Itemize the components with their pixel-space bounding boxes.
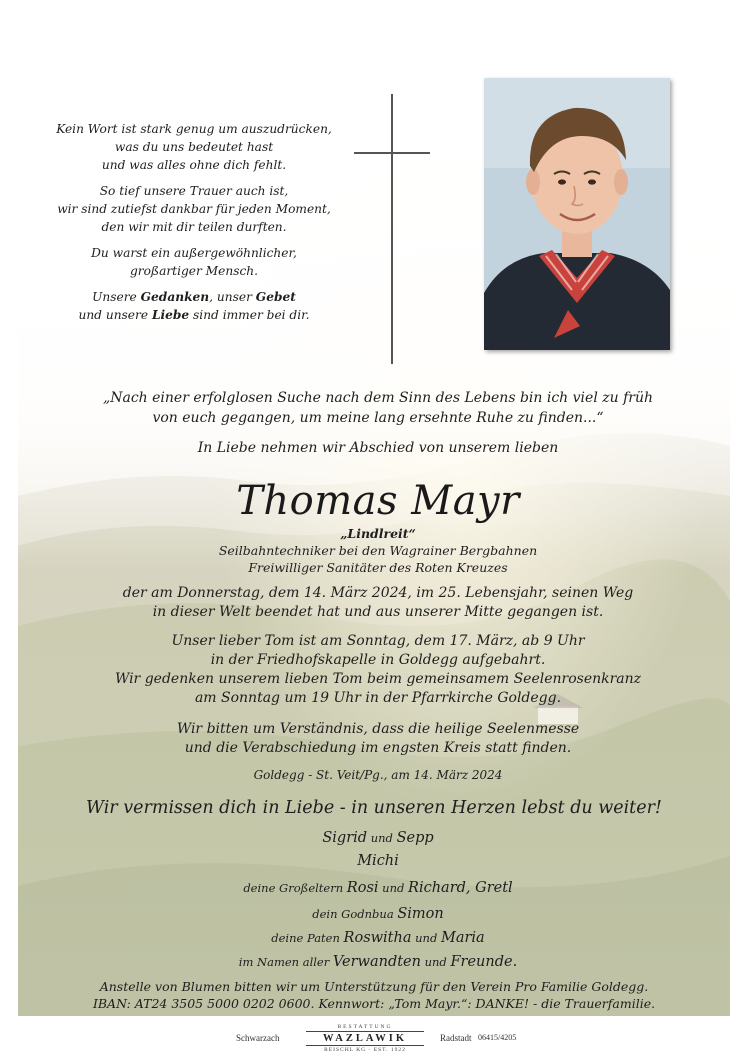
death-notice: der am Donnerstag, dem 14. März 2024, im 25. Lebensjahr, seinen Weg in dieser Welt beendet hat und aus unserer Mitte gegangen ist. xyxy=(122,585,634,620)
family-grandparents: deine Großeltern Rosi und Richard, Gretl xyxy=(243,880,513,896)
family-parents: Sigrid und Sepp xyxy=(322,830,434,846)
remembrance-motto: Wir vermissen dich in Liebe - in unseren Herzen lebst du weiter! xyxy=(86,798,662,818)
deceased-name: Thomas Mayr xyxy=(236,478,520,524)
poem-stanza-4: Unsere Gedanken, unser Gebet und unsere Liebe sind immer bei dir. xyxy=(78,290,310,322)
farewell-intro: In Liebe nehmen wir Abschied von unserem lieben xyxy=(197,440,559,456)
private-service-notice: Wir bitten um Verständnis, dass die heilige Seelenmesse und die Verabschiedung im engsten Kreis statt finden. xyxy=(176,721,580,756)
funeral-home-footer xyxy=(0,1020,750,1060)
portrait-photo xyxy=(484,78,670,350)
donation-note: Anstelle von Blumen bitten wir um Unterstützung für den Verein Pro Familie Goldegg. IBAN: AT24 3505 5000 0202 0600. Kennwort: „Tom Mayr.“: DANKE! - die Trauerfamilie. xyxy=(92,979,656,1011)
deceased-occupation: Seilbahntechniker bei den Wagrainer Bergbahnen Freiwilliger Sanitäter des Roten Kreuzes xyxy=(218,543,538,575)
deceased-nickname: „Lindlreit“ xyxy=(340,526,416,541)
family-godchild: dein Godnbua Simon xyxy=(312,906,444,922)
poem-stanza-2: So tief unsere Trauer auch ist, wir sind zutiefst dankbar für jeden Moment, den wir mit dir teilen durften. xyxy=(57,184,331,234)
place-date: Goldegg - St. Veit/Pg., am 14. März 2024 xyxy=(253,768,503,782)
footer-location-left: Schwarzach xyxy=(236,1033,280,1043)
footer-location-right: Radstadt xyxy=(440,1033,472,1043)
footer-phone: 06415/4205 xyxy=(478,1033,517,1042)
viewing-info: Unser lieber Tom ist am Sonntag, dem 17. März, ab 9 Uhr in der Friedhofskapelle in Goldegg aufgebahrt. Wir gedenken unserem lieben Tom beim gemeinsamem Seelenrosenkranz am Sonntag um 19 Uhr in der Pfarrkirche Goldegg. xyxy=(114,633,642,706)
cross-bar xyxy=(354,152,430,154)
family-godparents: deine Paten Roswitha und Maria xyxy=(271,930,485,946)
family-sibling: Michi xyxy=(357,853,399,869)
family-all: im Namen aller Verwandten und Freunde. xyxy=(238,954,518,970)
funeral-home-logo: BESTATTUNG WAZLAWIK REISCHL KG · EST. 1922 xyxy=(322,1024,408,1053)
farewell-quote: „Nach einer erfolglosen Suche nach dem Sinn des Lebens bin ich viel zu früh von euch gegangen, um meine lang ersehnte Ruhe zu finden...“ xyxy=(102,390,654,426)
cross-icon xyxy=(391,94,393,364)
parte-sheet xyxy=(18,26,730,1016)
poem xyxy=(44,120,344,332)
poem-stanza-3: Du warst ein außergewöhnlicher, großartiger Mensch. xyxy=(91,246,297,278)
poem-stanza-1: Kein Wort ist stark genug um auszudrücken, was du uns bedeutet hast und was alles ohne dich fehlt. xyxy=(56,122,332,172)
